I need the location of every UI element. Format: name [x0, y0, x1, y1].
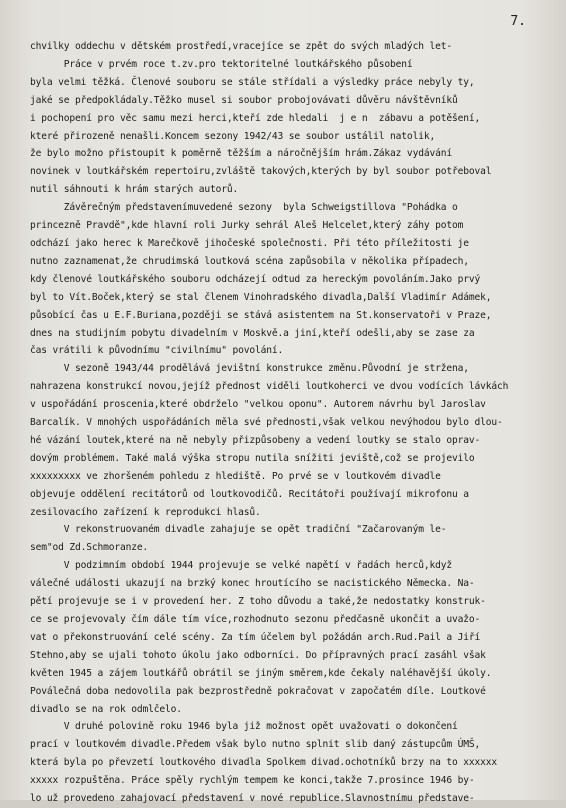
text-line: jaké se předpokládaly.Těžko musel si soubor probojovávati důvěru návštěvníků — [30, 94, 458, 106]
text-line: působící čas u E.F.Buriana,později se stává asistentem na St.konservatoři v Praze, — [30, 309, 492, 321]
text-line: xxxxxxxxx ve zhoršeném pohledu z hlediště. Po prvé se v loutkovém divadle — [30, 470, 441, 482]
text-line: nahrazena konstrukcí novou,jejíž přednost viděli loutkoherci ve dvou vodících lávkách — [30, 381, 509, 393]
text-line: dovým problémem. Také malá výška stropu nutila snížiti jeviště,což se projevilo — [30, 452, 475, 464]
text-line: chvilky oddechu v dětském prostředí,vracejíce se zpět do svých mladých let- — [30, 41, 452, 52]
text-line: lo už provedeno zahajovací představení v nové republice.Slavnostnímu představe- — [30, 793, 475, 805]
text-line: v uspořádání proscenia,které obdrželo "velkou oponu". Autorem návrhu byl Jaroslav — [30, 399, 486, 411]
text-line: nutil sáhnouti k hrám starých autorů. — [30, 184, 239, 196]
text-line: Stehno,aby se ujali tohoto úkolu jako odborníci. Do přípravných prací zasáhl však — [30, 649, 486, 661]
text-line: Závěrečným představenímuvedené sezony byla Schweigstillova "Pohádka o — [30, 202, 458, 214]
text-line: květen 1945 a zájem loutkářů obrátil se jiným směrem,kde čekaly naléhavější úkoly. — [30, 667, 492, 679]
text-line: prací v loutkovém divadle.Předem však bylo nutno splnit slib daný zástupcům ÚMŠ, — [30, 739, 481, 751]
page-number: 7. — [510, 14, 526, 29]
text-line: objevuje oddělení recitátorů od loutkovodičů. Recitátoři používají mikrofonu a — [30, 488, 469, 500]
text-line: zesilovacího zařízení k reprodukci hlasů. — [30, 506, 261, 518]
text-line: válečné události ukazují na brzký konec hroutícího se nacistického Německa. Na- — [30, 578, 475, 590]
text-line: V rekonstruovaném divadle zahajuje se opět tradiční "Začarovaným le- — [30, 524, 447, 536]
text-line: vat o překonstruování celé scény. Za tím účelem byl požádán arch.Rud.Pail a Jiří — [30, 631, 481, 643]
text-line: pětí projevuje se i v provedení her. Z toho důvodu a také,že nedostatky konstruk- — [30, 596, 486, 608]
text-line: kdy členové loutkářského souboru odcházejí odtud za hereckým povoláním.Jako prvý — [30, 273, 481, 285]
text-line: i pochopení pro věc samu mezi herci,kteří zde hledali j e n zábavu a potěšení, — [30, 112, 481, 124]
text-line: V druhé polovině roku 1946 byla již možnost opět uvažovati o dokončení — [30, 721, 458, 733]
typewritten-body — [30, 38, 544, 808]
text-line: V sezoně 1943/44 prodělává jevištní konstrukce změnu.Původní je stržena, — [30, 363, 469, 375]
text-line: nutno zaznamenat,že chrudimská loutková scéna zapůsobila v několika případech, — [30, 255, 469, 267]
text-line: dnes na studijním pobytu divadelním v Moskvě.a jiní,kteří odešli,aby se zase za — [30, 327, 475, 339]
text-line: byl to Vít.Boček,který se stal členem Vinohradského divadla,Další Vladimír Adámek, — [30, 291, 492, 303]
text-line: sem"od Zd.Schmoranze. — [30, 542, 149, 554]
text-line: hé vázání loutek,které na ně nebyly přizpůsobeny a vedení loutky se stalo oprav- — [30, 434, 481, 446]
text-line: V podzimním období 1944 projevuje se velké napětí v řadách herců,když — [30, 560, 452, 572]
text-line: která byla po převzetí loutkového divadla Spolkem divad.ochotníků brzy na to xxxxxx — [30, 757, 497, 769]
text-line: Barcalík. V mnohých uspořádáních měla své přednosti,však velkou nevýhodou bylo dlou- — [30, 417, 503, 429]
text-line: Práce v prvém roce t.zv.pro tektoritelné loutkářského působení — [30, 58, 413, 70]
text-line: že bylo možno přistoupit k poměrně těžším a náročnějším hrám.Zákaz vydávání — [30, 148, 452, 160]
text-line: byla velmi těžká. Členové souboru se stále střídali a výsledky práce nebyly ty, — [30, 76, 475, 88]
text-line: xxxxx rozpuštěna. Práce spěly rychlým tempem ke konci,takže 7.prosince 1946 by- — [30, 775, 475, 787]
text-line: novinek v loutkářském repertoiru,zvláště takových,kterých by byl soubor potřeboval — [30, 166, 492, 178]
text-line: princezně Pravdě",kde hlavní roli Jurky sehrál Aleš Helcelet,který záhy potom — [30, 220, 464, 232]
text-line: odchází jako herec k Marečkově jihočeské společnosti. Při této příležitosti je — [30, 237, 469, 249]
text-line: čas vrátili k původnímu "civilnímu" povolání. — [30, 345, 284, 357]
text-line: divadlo se na rok odmlčelo. — [30, 703, 182, 715]
text-line: ce se projevovaly čím dále tím více,rozhodnuto sezonu předčasně ukončit a uvažo- — [30, 614, 481, 625]
text-line: Poválečná doba nedovolila pak bezprostředně pokračovat v započatém díle. Loutkové — [30, 685, 486, 697]
text-line: které přirozeně nenašli.Koncem sezony 1942/43 se soubor ustálil natolik, — [30, 130, 436, 142]
